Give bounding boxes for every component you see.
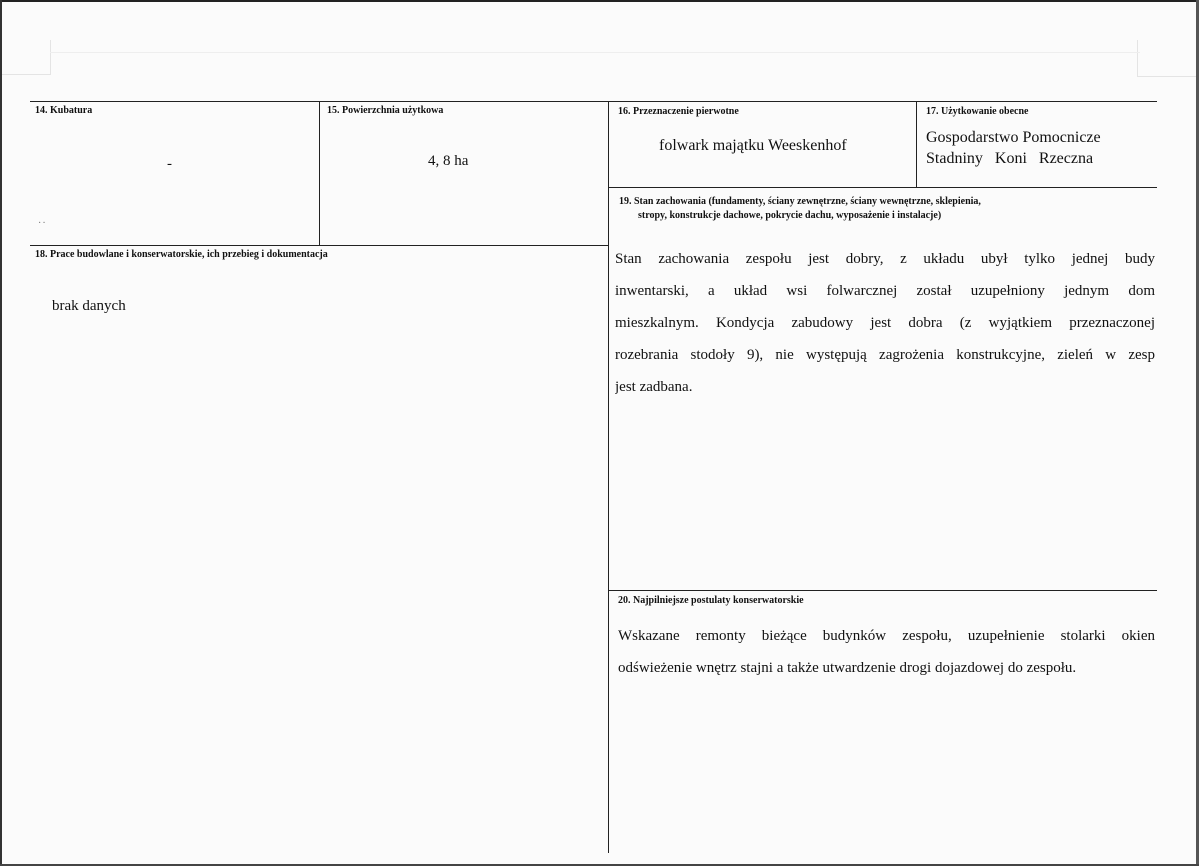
faint-scan-line [50,52,1140,53]
field-20-label: 20. Najpilniejsze postulaty konserwatorskie [618,595,804,606]
field-20-text-line: Wskazane remonty bieżące budynków zespołu, uzupełnienie stolarki okien [618,628,1155,644]
scan-edge-top [0,0,1199,2]
field-19-text-line: jest zadbana. [615,379,693,395]
field-20-text-line: odświeżenie wnętrz stajni a także utwardzenie drogi dojazdowej do zespołu. [618,660,1077,676]
field-19-text-line: rozebrania stodoły 9), nie występują zagrożenia konstrukcyjne, zieleń w zesp [615,347,1155,363]
field-16-value: folwark majątku Weeskenhof [659,137,847,154]
scan-speck: ·· [38,218,47,229]
field-19-text-line: mieszkalnym. Kondycja zabudowy jest dobra (z wyjątkiem przeznaczonej [615,315,1155,331]
field-20-text [618,620,1155,684]
rule-row-19 [608,187,1157,188]
field-19-text [615,243,1155,403]
field-17-value-line-1: Gospodarstwo Pomocnicze [926,129,1101,146]
rule-row-20 [608,590,1157,591]
field-19-label-line-2: stropy, konstrukcje dachowe, pokrycie dachu, wyposażenie i instalacje) [638,210,942,221]
divider-16-17 [916,101,917,187]
corner-fold-left [2,40,51,75]
field-17-value-line-2: Stadniny Koni Rzeczna [926,150,1094,167]
divider-14-15 [319,101,320,245]
rule-row-18 [30,245,608,246]
field-17-label: 17. Użytkowanie obecne [926,106,1029,117]
field-18-label: 18. Prace budowlane i konserwatorskie, ich przebieg i dokumentacja [35,249,328,260]
field-19-label-line-1: 19. Stan zachowania (fundamenty, ściany zewnętrzne, ściany wewnętrzne, sklepienia, [619,196,981,207]
field-14-value: - [167,156,172,172]
field-19-text-line: inwentarski, a układ wsi folwarcznej został uzupełniony jednym dom [615,283,1155,299]
scan-edge-left [0,0,2,866]
field-15-value: 4, 8 ha [428,153,469,169]
divider-main [608,101,609,853]
field-15-label: 15. Powierzchnia użytkowa [327,105,444,116]
field-19-text-line: Stan zachowania zespołu jest dobry, z układu ubył tylko jednej budy [615,251,1155,267]
field-16-label: 16. Przeznaczenie pierwotne [618,106,739,117]
field-18-value: brak danych [52,298,126,314]
form-top-rule-right [608,101,1157,102]
field-14-label: 14. Kubatura [35,105,93,116]
corner-fold-right [1137,40,1196,77]
